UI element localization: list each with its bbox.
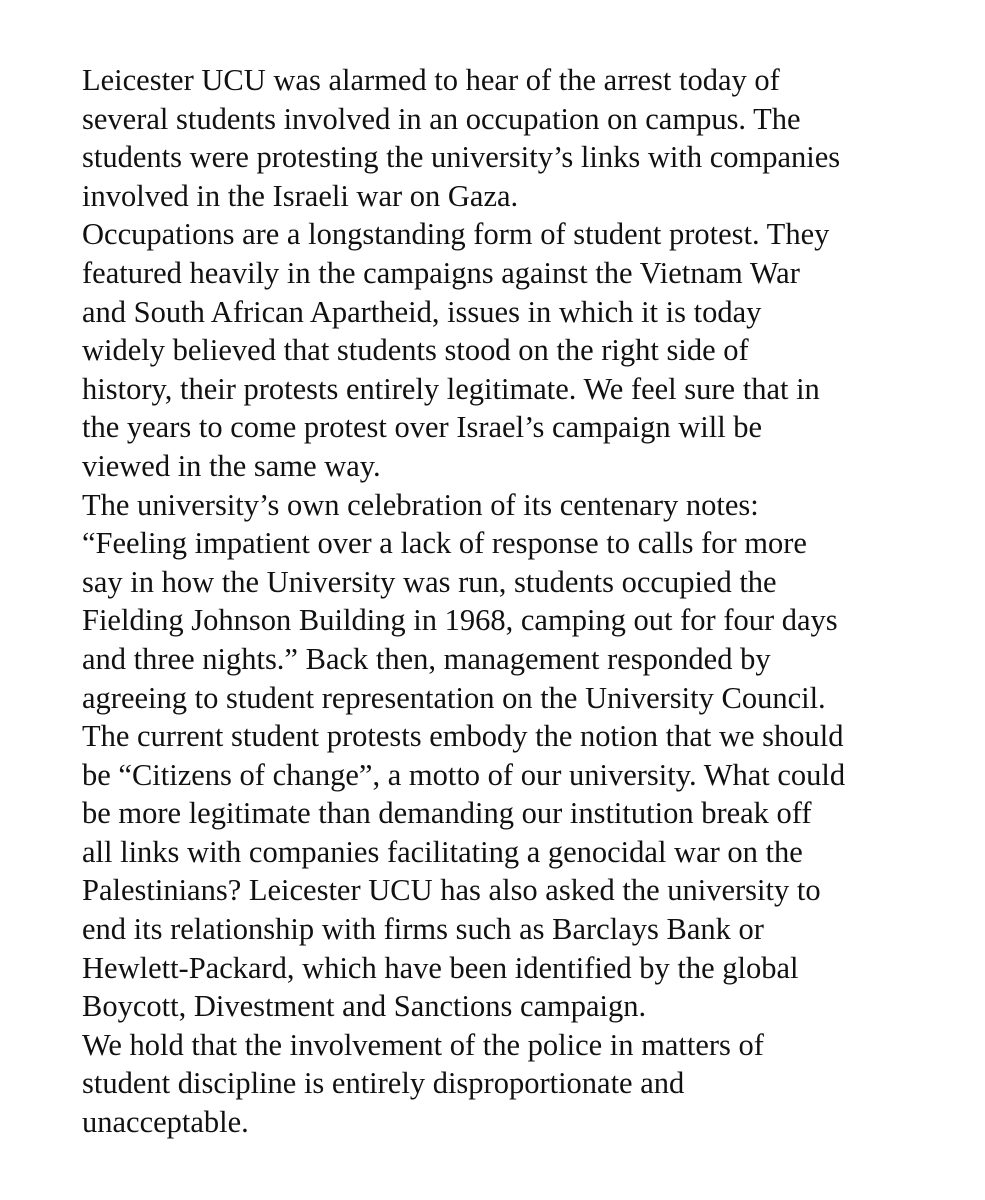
paragraph-citizens-of-change: The current student protests embody the notion that we should be “Citizens of change”, a motto of our university. What could be more legitimate than demanding our institution break off all links with companies facilitating a genocidal war on the Palestinians? Leicester UCU has also asked the university to end its relationship with firms such as Barclays Bank or Hewlett-Packard, which have been identified by the global Boycott, Divestment and Sanctions campaign. (82, 719, 846, 1024)
paragraph-occupation-history: Occupations are a longstanding form of student protest. They featured heavily in the campaigns against the Vietnam War and South African Apartheid, issues in which it is today widely believed that students stood on the right side of history, their protests entirely legitimate. We feel sure that in the years to come protest over Israel’s campaign will be viewed in the same way. (82, 217, 830, 483)
statement-body (82, 61, 945, 1142)
paragraph-police-involvement: We hold that the involvement of the police in matters of student discipline is entirely disproportionate and unacceptable. (82, 1027, 764, 1140)
paragraph-arrest-notice: Leicester UCU was alarmed to hear of the arrest today of several students involved in an occupation on campus. The students were protesting the university’s links with companies involved in the Israeli war on Gaza. (82, 63, 841, 213)
paragraph-centenary-quote: The university’s own celebration of its centenary notes: “Feeling impatient over a lack of response to calls for more say in how the University was run, students occupied the Fielding Johnson Building in 1968, camping out for four days and three nights.” Back then, management responded by agreeing to student representation on the University Council. (82, 487, 838, 715)
